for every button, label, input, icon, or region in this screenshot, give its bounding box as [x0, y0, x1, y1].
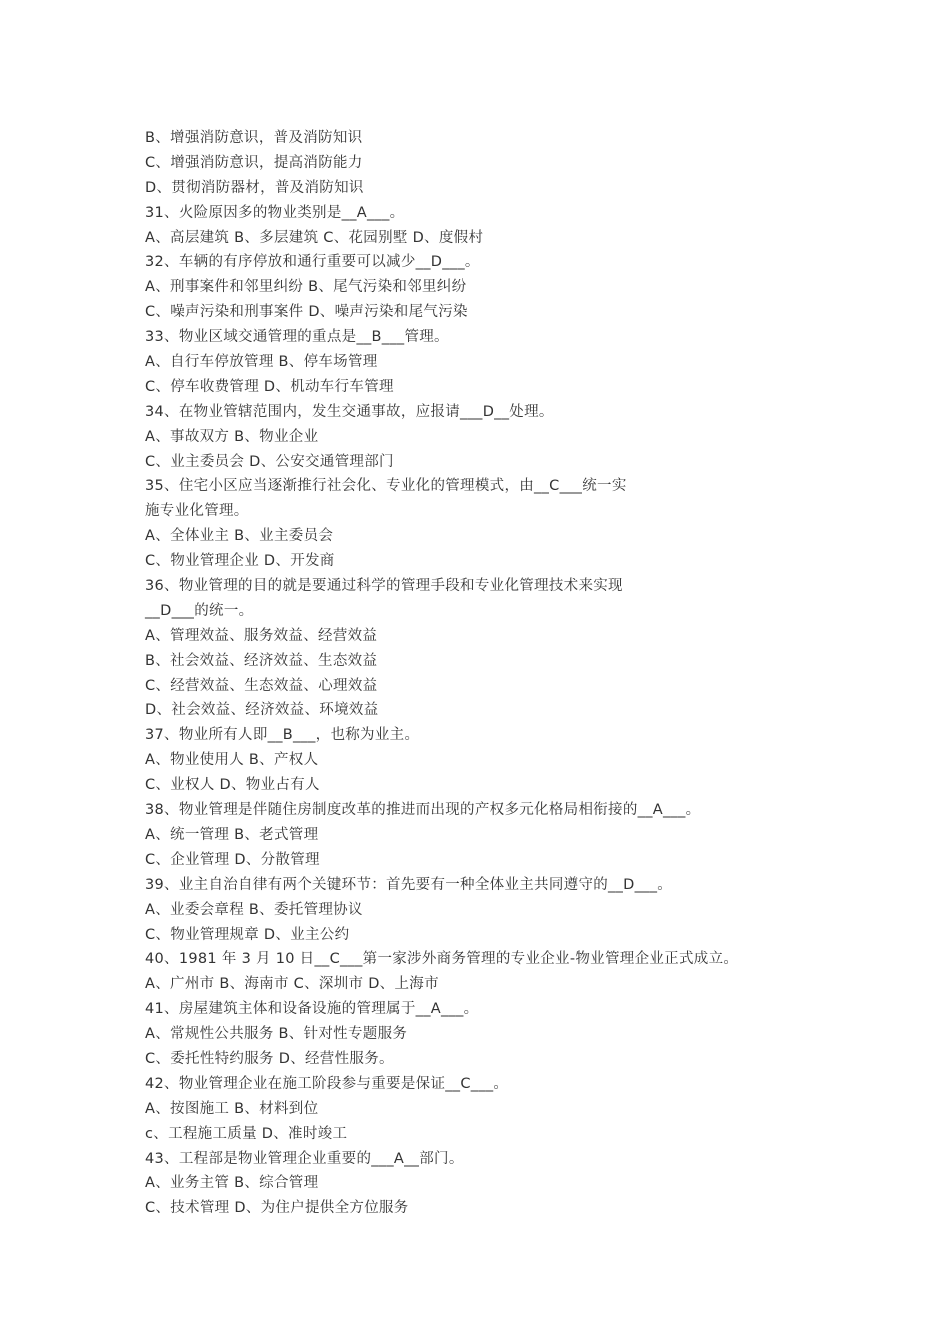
question-37: 37、物业所有人即__B___，也称为业主。	[145, 727, 420, 744]
text-line: C、增强消防意识，提高消防能力	[145, 154, 363, 171]
question-33: 33、物业区域交通管理的重点是__B___管理。	[145, 329, 449, 346]
answer-options: A、广州市 B、海南市 C、深圳市 D、上海市	[145, 976, 439, 993]
answer-options: C、物业管理企业 D、开发商	[145, 553, 335, 570]
answer-options: A、全体业主 B、业主委员会	[145, 528, 334, 545]
answer-option: D、社会效益、经济效益、环境效益	[145, 702, 379, 719]
answer-options: C、停车收费管理 D、机动车行车管理	[145, 378, 394, 395]
question-38: 38、物业管理是伴随住房制度改革的推进而出现的产权多元化格局相衔接的__A___。	[145, 802, 701, 819]
answer-options: A、业务主管 B、综合管理	[145, 1175, 319, 1192]
question-43: 43、工程部是物业管理企业重要的___A__部门。	[145, 1150, 464, 1167]
answer-options: A、高层建筑 B、多层建筑 C、花园别墅 D、度假村	[145, 229, 484, 246]
answer-option: A、管理效益、服务效益、经营效益	[145, 627, 378, 644]
question-36: 36、物业管理的目的就是要通过科学的管理手段和专业化管理技术来实现	[145, 578, 623, 595]
answer-options: A、事故双方 B、物业企业	[145, 428, 319, 445]
document-body	[145, 126, 845, 1221]
question-40: 40、1981 年 3 月 10 日__C___第一家涉外商务管理的专业企业-物业管理企业正式成立。	[145, 951, 739, 968]
question-39: 39、业主自治自律有两个关键环节：首先要有一种全体业主共同遵守的__D___。	[145, 876, 673, 893]
answer-options: A、按图施工 B、材料到位	[145, 1100, 319, 1117]
question-34: 34、在物业管辖范围内，发生交通事故，应报请___D__处理。	[145, 403, 554, 420]
answer-options: C、企业管理 D、分散管理	[145, 851, 320, 868]
answer-options: A、刑事案件和邻里纠纷 B、尾气污染和邻里纠纷	[145, 279, 467, 296]
answer-options: A、常规性公共服务 B、针对性专题服务	[145, 1026, 408, 1043]
answer-options: C、业主委员会 D、公安交通管理部门	[145, 453, 394, 470]
question-41: 41、房屋建筑主体和设备设施的管理属于__A___。	[145, 1001, 479, 1018]
question-35-continued: 施专业化管理。	[145, 503, 249, 520]
answer-options: A、业委会章程 B、委托管理协议	[145, 901, 363, 918]
text-line: B、增强消防意识，普及消防知识	[145, 130, 363, 146]
answer-options: A、物业使用人 B、产权人	[145, 752, 319, 769]
question-31: 31、火险原因多的物业类别是__A___。	[145, 204, 405, 221]
answer-options: C、技术管理 D、为住户提供全方位服务	[145, 1200, 409, 1217]
question-36-continued: __D___的统一。	[145, 602, 254, 619]
answer-options: C、委托性特约服务 D、经营性服务。	[145, 1050, 394, 1067]
answer-options: A、自行车停放管理 B、停车场管理	[145, 354, 378, 371]
question-42: 42、物业管理企业在施工阶段参与重要是保证__C___。	[145, 1075, 509, 1092]
answer-options: A、统一管理 B、老式管理	[145, 826, 319, 843]
text-line: D、贯彻消防器材，普及消防知识	[145, 179, 364, 196]
answer-options: C、物业管理规章 D、业主公约	[145, 926, 350, 943]
question-32: 32、车辆的有序停放和通行重要可以减少__D___。	[145, 254, 480, 271]
answer-option: C、经营效益、生态效益、心理效益	[145, 677, 378, 694]
answer-option: B、社会效益、经济效益、生态效益	[145, 652, 378, 669]
question-35: 35、住宅小区应当逐渐推行社会化、专业化的管理模式，由__C___统一实	[145, 478, 627, 495]
answer-options: C、业权人 D、物业占有人	[145, 777, 320, 794]
answer-options: C、噪声污染和刑事案件 D、噪声污染和尾气污染	[145, 304, 468, 321]
answer-options: c、工程施工质量 D、准时竣工	[145, 1125, 348, 1142]
